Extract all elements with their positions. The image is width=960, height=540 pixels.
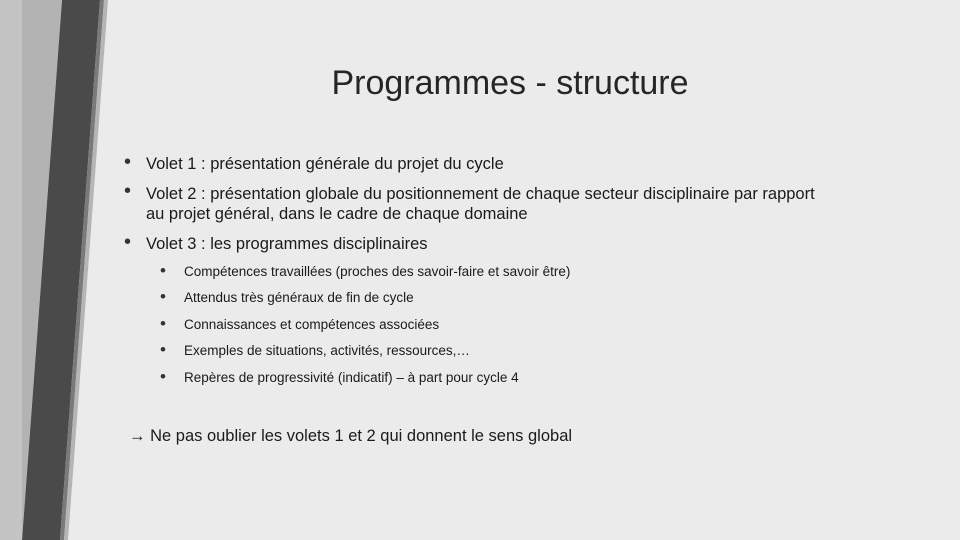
sub-bullet-icon: • [160,367,166,386]
bullet-icon: • [124,231,132,253]
sub-bullet-icon: • [160,314,166,333]
bullet-icon: • [124,180,132,202]
slide-title: Programmes - structure [331,64,689,102]
sub-bullet-icon: • [160,261,166,280]
conclusion-text: Ne pas oublier les volets 1 et 2 qui donnent le sens global [150,427,573,445]
stripe-light [0,0,22,540]
bullet-volet-2: Volet 2 : présentation globale du positionnement de chaque secteur disciplinaire par rapport au projet général, dans le cadre de chaque domaine [146,185,815,223]
decorative-stripes [0,0,130,540]
sub-bullet-connaissances: Connaissances et compétences associées [184,317,440,332]
sub-bullet-icon: • [160,340,166,359]
sub-bullet-exemples: Exemples de situations, activités, ressources,… [184,343,470,358]
bullet-volet-1: Volet 1 : présentation générale du projet du cycle [146,155,504,173]
bullet-volet-3: Volet 3 : les programmes disciplinaires [146,235,428,253]
sub-bullet-reperes: Repères de progressivité (indicatif) – à part pour cycle 4 [184,370,519,385]
bullet-icon: • [124,151,132,173]
sub-bullet-icon: • [160,287,166,306]
sub-bullet-competences: Compétences travaillées (proches des savoir-faire et savoir être) [184,264,571,279]
sub-bullet-attendus: Attendus très généraux de fin de cycle [184,290,414,305]
arrow-right-icon: → [129,427,146,445]
conclusion-line [129,425,729,447]
